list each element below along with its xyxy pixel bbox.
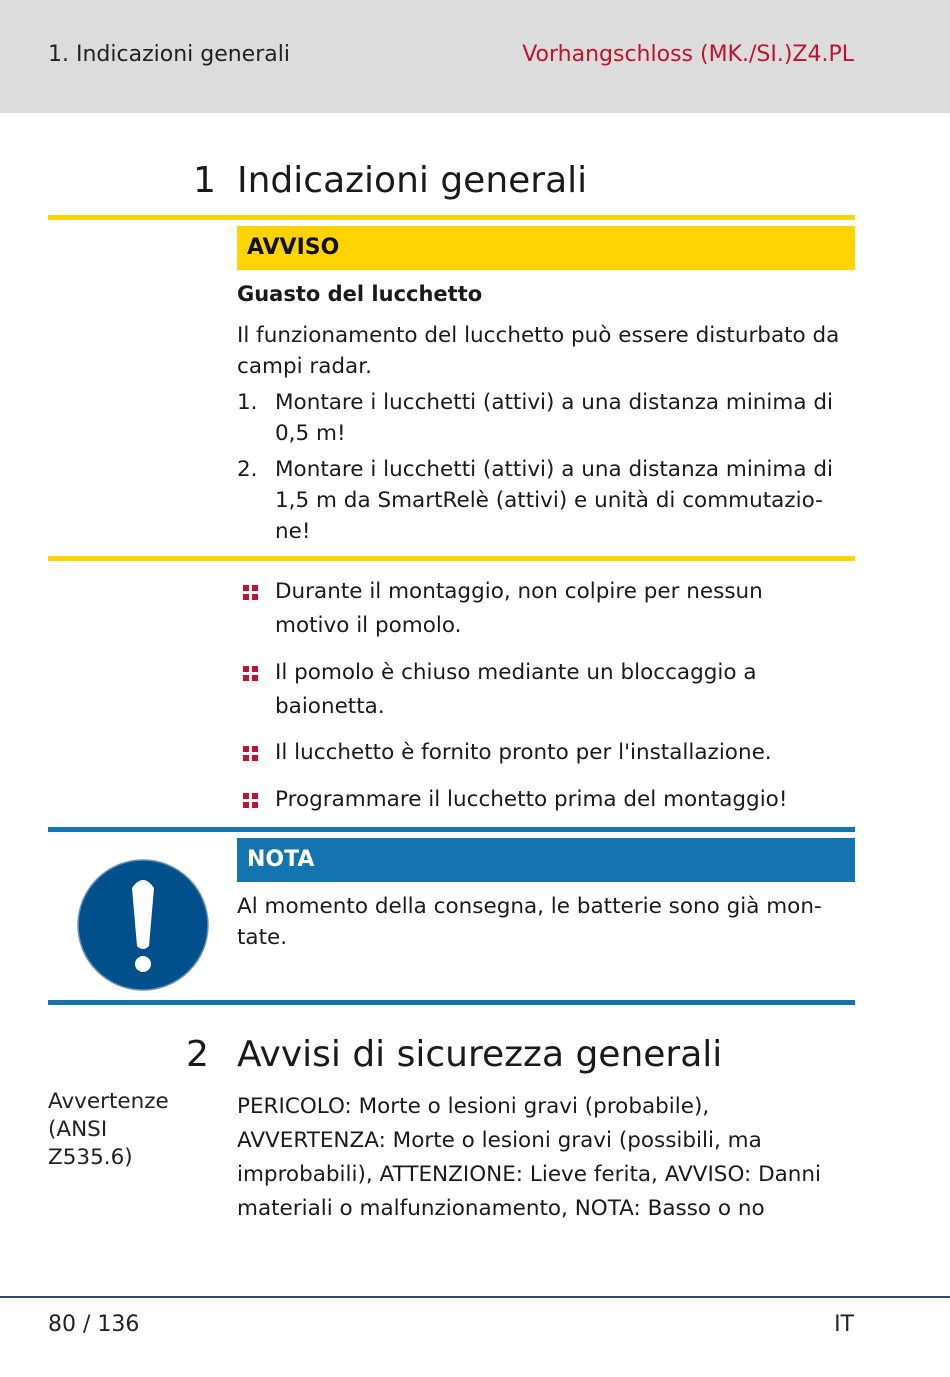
footer-rule — [0, 1296, 950, 1298]
warning-bottom-rule — [48, 556, 855, 561]
bullet-text: Durante il montaggio, non colpire per nessun motivo il pomolo. — [275, 579, 763, 638]
warning-banner: AVVISO — [237, 226, 855, 270]
section2-number: 2 — [186, 1034, 209, 1075]
warning-top-rule — [48, 215, 855, 220]
bullet-text: Il pomolo è chiuso mediante un bloccaggio a baionetta. — [275, 660, 757, 719]
section1-title: Indicazioni generali — [237, 160, 588, 201]
side-label: Avvertenze (ANSI Z535.6) — [48, 1089, 169, 1170]
section2-title: Avvisi di sicurezza generali — [237, 1034, 723, 1075]
section1-number: 1 — [193, 160, 216, 201]
bullet-icon — [243, 666, 258, 681]
step-number: 2. — [237, 457, 258, 482]
header-product-name: Vorhangschloss (MK./SI.)Z4.PL — [522, 42, 854, 67]
warning-heading: Guasto del lucchetto — [237, 282, 483, 306]
header-section-title: 1. Indicazioni generali — [48, 42, 290, 67]
step-text: Montare i lucchetti (attivi) a una distanza minima di 0,5 m! — [275, 390, 833, 446]
section2-text: PERICOLO: Morte o lesioni gravi (probabile), AVVERTENZA: Morte o lesioni gravi (possibili, ma improbabili), ATTENZIONE: Lieve ferita, AVVISO: Danni materiali o malfunzionamento, NOTA: Basso o no — [237, 1094, 822, 1221]
page-header — [0, 0, 950, 113]
bullet-text: Il lucchetto è fornito pronto per l'installazione. — [275, 740, 772, 765]
note-bottom-rule — [48, 1000, 855, 1005]
language-code: IT — [834, 1312, 854, 1337]
warning-text: Il funzionamento del lucchetto può essere disturbato da campi radar. — [237, 323, 840, 379]
bullet-icon — [243, 585, 258, 600]
bullet-icon — [243, 793, 258, 808]
step-number: 1. — [237, 390, 258, 415]
bullet-text: Programmare il lucchetto prima del montaggio! — [275, 787, 788, 812]
bullet-icon — [243, 746, 258, 761]
note-banner: NOTA — [237, 838, 855, 882]
page-number: 80 / 136 — [48, 1312, 140, 1337]
exclamation-icon — [76, 858, 210, 992]
note-text: Al momento della consegna, le batterie sono già mon-tate. — [237, 894, 822, 950]
note-top-rule — [48, 827, 855, 832]
step-text: Montare i lucchetti (attivi) a una distanza minima di 1,5 m da SmartRelè (attivi) e unità di commutazio-ne! — [275, 457, 833, 544]
